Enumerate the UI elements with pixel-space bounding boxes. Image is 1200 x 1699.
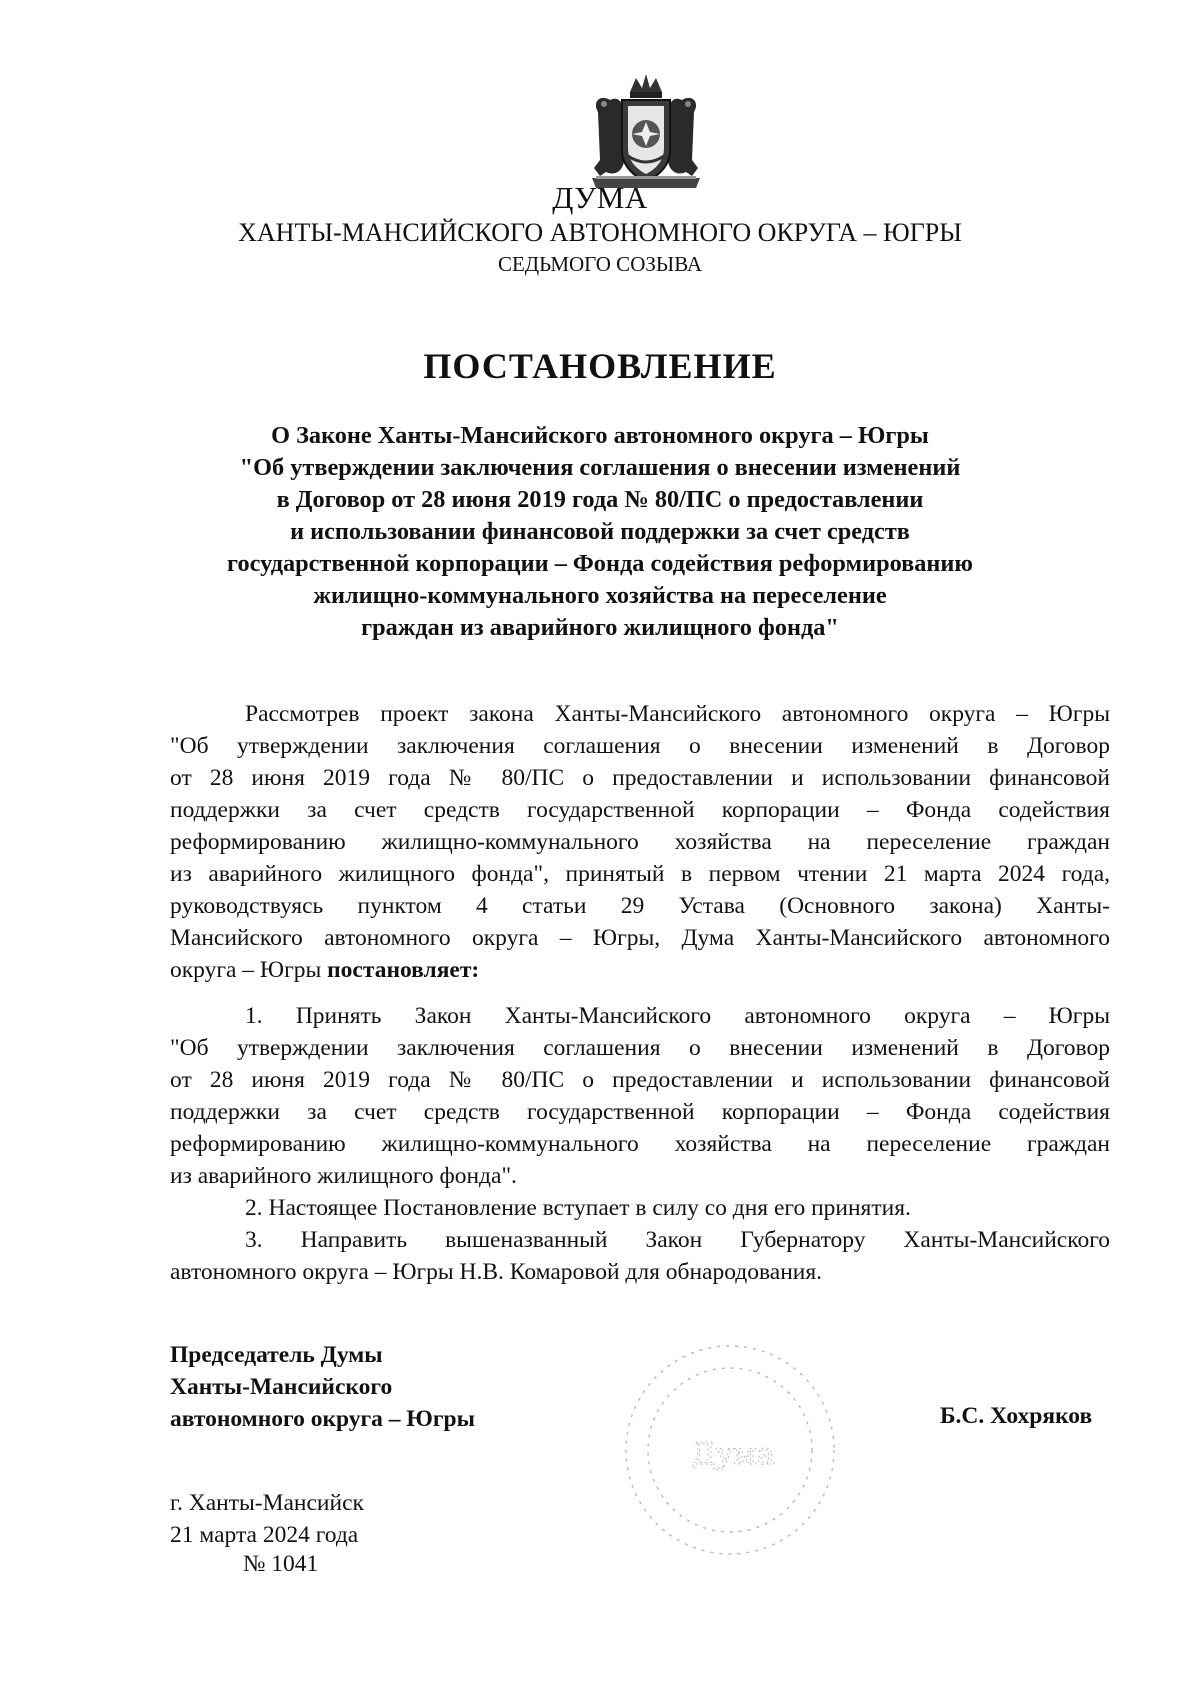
title-line: и использовании финансовой поддержки за счет средств (290, 518, 910, 545)
item-1 (170, 1000, 1110, 1192)
date: 21 марта 2024 года (170, 1522, 359, 1548)
text-line: поддержки за счет средств государственной корпорации – Фонда содействия (170, 1099, 1110, 1125)
text-line: руководствуясь пунктом 4 статьи 29 Устава (Основного закона) Ханты- (170, 893, 1110, 919)
city: г. Ханты-Мансийск (170, 1490, 364, 1516)
official-stamp (615, 1340, 845, 1560)
text-line: 3. Направить вышеназванный Закон Губернатору Ханты-Мансийского (245, 1227, 1110, 1253)
text-line: от 28 июня 2019 года № 80/ПС о предоставлении и использовании финансовой (170, 765, 1110, 791)
resolves-word: постановляет: (327, 957, 480, 983)
position-line: Ханты-Мансийского (170, 1374, 393, 1400)
item-2 (170, 1192, 1110, 1224)
text-line: "Об утверждении заключения соглашения о внесении изменений в Договор (170, 733, 1110, 759)
signatory-name: Б.С. Хохряков (940, 1403, 1093, 1429)
title-line: в Договор от 28 июня 2019 года № 80/ПС о предоставлении (276, 486, 924, 513)
title-line: О Законе Ханты-Мансийского автономного округа – Югры (271, 422, 929, 449)
text-line: из аварийного жилищного фонда". (170, 1163, 517, 1189)
convocation: СЕДЬМОГО СОЗЫВА (497, 252, 703, 276)
preamble-last-text: округа – Югры (170, 957, 328, 983)
text-line: от 28 июня 2019 года № 80/ПС о предоставлении и использовании финансовой (170, 1067, 1110, 1093)
text-line (170, 954, 1110, 986)
issue-place-date (170, 1487, 364, 1551)
title-line: "Об утверждении заключения соглашения о внесении изменений (239, 454, 961, 481)
position-line: Председатель Думы (170, 1342, 383, 1368)
document-type: ПОСТАНОВЛЕНИЕ (423, 346, 777, 386)
title-line: граждан из аварийного жилищного фонда" (361, 614, 839, 641)
org-region: ХАНТЫ-МАНСИЙСКОГО АВТОНОМНОГО ОКРУГА – ЮГРЫ (238, 218, 962, 247)
document-title (0, 420, 1200, 644)
coat-of-arms-emblem (588, 72, 704, 190)
position-line: автономного округа – Югры (170, 1406, 475, 1432)
text-line: 1. Принять Закон Ханты-Мансийского автономного округа – Югры (245, 1003, 1110, 1029)
text-line: реформированию жилищно-коммунального хозяйства на переселение граждан (170, 829, 1110, 855)
text-line: Рассмотрев проект закона Ханты-Мансийского автономного округа – Югры (245, 701, 1110, 727)
text-line: поддержки за счет средств государственной корпорации – Фонда содействия (170, 797, 1110, 823)
text-line: автономного округа – Югры Н.В. Комаровой для обнародования. (170, 1259, 823, 1285)
text-line: реформированию жилищно-коммунального хозяйства на переселение граждан (170, 1131, 1110, 1157)
signatory-position (170, 1339, 475, 1435)
title-line: жилищно-коммунального хозяйства на переселение (313, 582, 887, 609)
text-line: "Об утверждении заключения соглашения о внесении изменений в Договор (170, 1035, 1110, 1061)
title-line: государственной корпорации – Фонда содействия реформированию (227, 550, 973, 577)
text-line: из аварийного жилищного фонда", принятый в первом чтении 21 марта 2024 года, (170, 861, 1110, 887)
preamble-paragraph (170, 698, 1110, 986)
text-line: 2. Настоящее Постановление вступает в силу со дня его принятия. (245, 1195, 911, 1221)
document-number: № 1041 (243, 1551, 319, 1577)
item-3 (170, 1224, 1110, 1288)
org-name: ДУМА (552, 180, 648, 215)
stamp-text: Дума (691, 1437, 775, 1472)
text-line: Мансийского автономного округа – Югры, Дума Ханты-Мансийского автономного (170, 925, 1110, 951)
